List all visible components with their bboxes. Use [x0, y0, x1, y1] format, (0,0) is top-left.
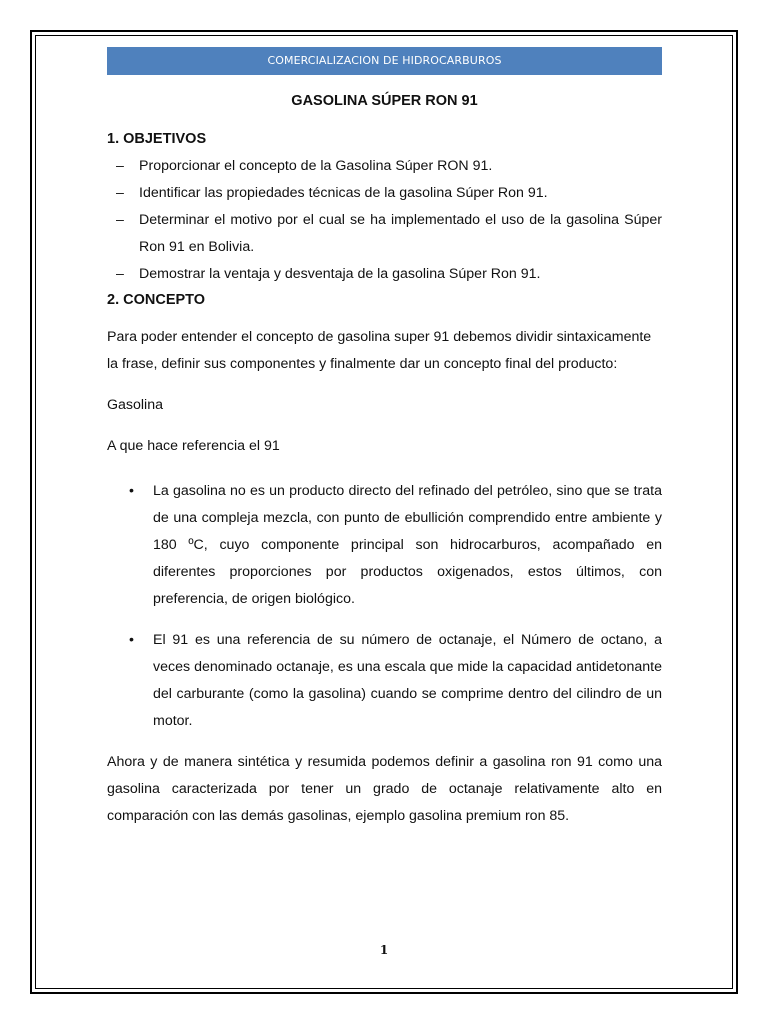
objetivo-item: – Demostrar la ventaja y desventaja de la gasolina Súper Ron 91.	[107, 261, 662, 288]
term-gasolina: Gasolina	[107, 397, 163, 413]
document-body	[107, 90, 662, 830]
concepto-bullets	[107, 478, 662, 735]
objetivo-item: – Identificar las propiedades técnicas de la gasolina Súper Ron 91.	[107, 180, 662, 207]
concepto-conclusion: Ahora y de manera sintética y resumida podemos definir a gasolina ron 91 como una gasolina caracterizada por tener un grado de octanaje relativamente alto en comparación con las demás gasolinas, ejemplo gasolina premium ron 85.	[107, 754, 662, 824]
page-number: 1	[379, 943, 389, 957]
term-91: A que hace referencia el 91	[107, 438, 280, 454]
document-header-band: COMERCIALIZACION DE HIDROCARBUROS	[107, 47, 662, 75]
concepto-bullet-item: • La gasolina no es un producto directo del refinado del petróleo, sino que se trata de una compleja mezcla, con punto de ebullición comprendido entre ambiente y 180 ºC, cuyo componente principal son hidrocarburos, acompañado en diferentes proporciones por productos oxigenados, estos últimos, con preferencia, de origen biológico.	[107, 478, 662, 613]
document-title: GASOLINA SÚPER RON 91	[291, 93, 478, 109]
concepto-bullet-item: • El 91 es una referencia de su número de octanaje, el Número de octano, a veces denominado octanaje, es una escala que mide la capacidad antidetonante del carburante (como la gasolina) cuando se comprime dentro del cilindro de un motor.	[107, 627, 662, 735]
section-title-concepto: 2. CONCEPTO	[107, 292, 206, 308]
concepto-intro: Para poder entender el concepto de gasolina super 91 debemos dividir sintaxicamente la frase, definir sus componentes y finalmente dar un concepto final del producto:	[107, 329, 652, 372]
objetivo-item: – Determinar el motivo por el cual se ha implementado el uso de la gasolina Súper Ron 91 en Bolivia.	[107, 207, 662, 261]
objetivos-list	[107, 153, 662, 288]
section-title-objetivos: 1. OBJETIVOS	[107, 131, 207, 147]
objetivo-item: – Proporcionar el concepto de la Gasolina Súper RON 91.	[107, 153, 662, 180]
